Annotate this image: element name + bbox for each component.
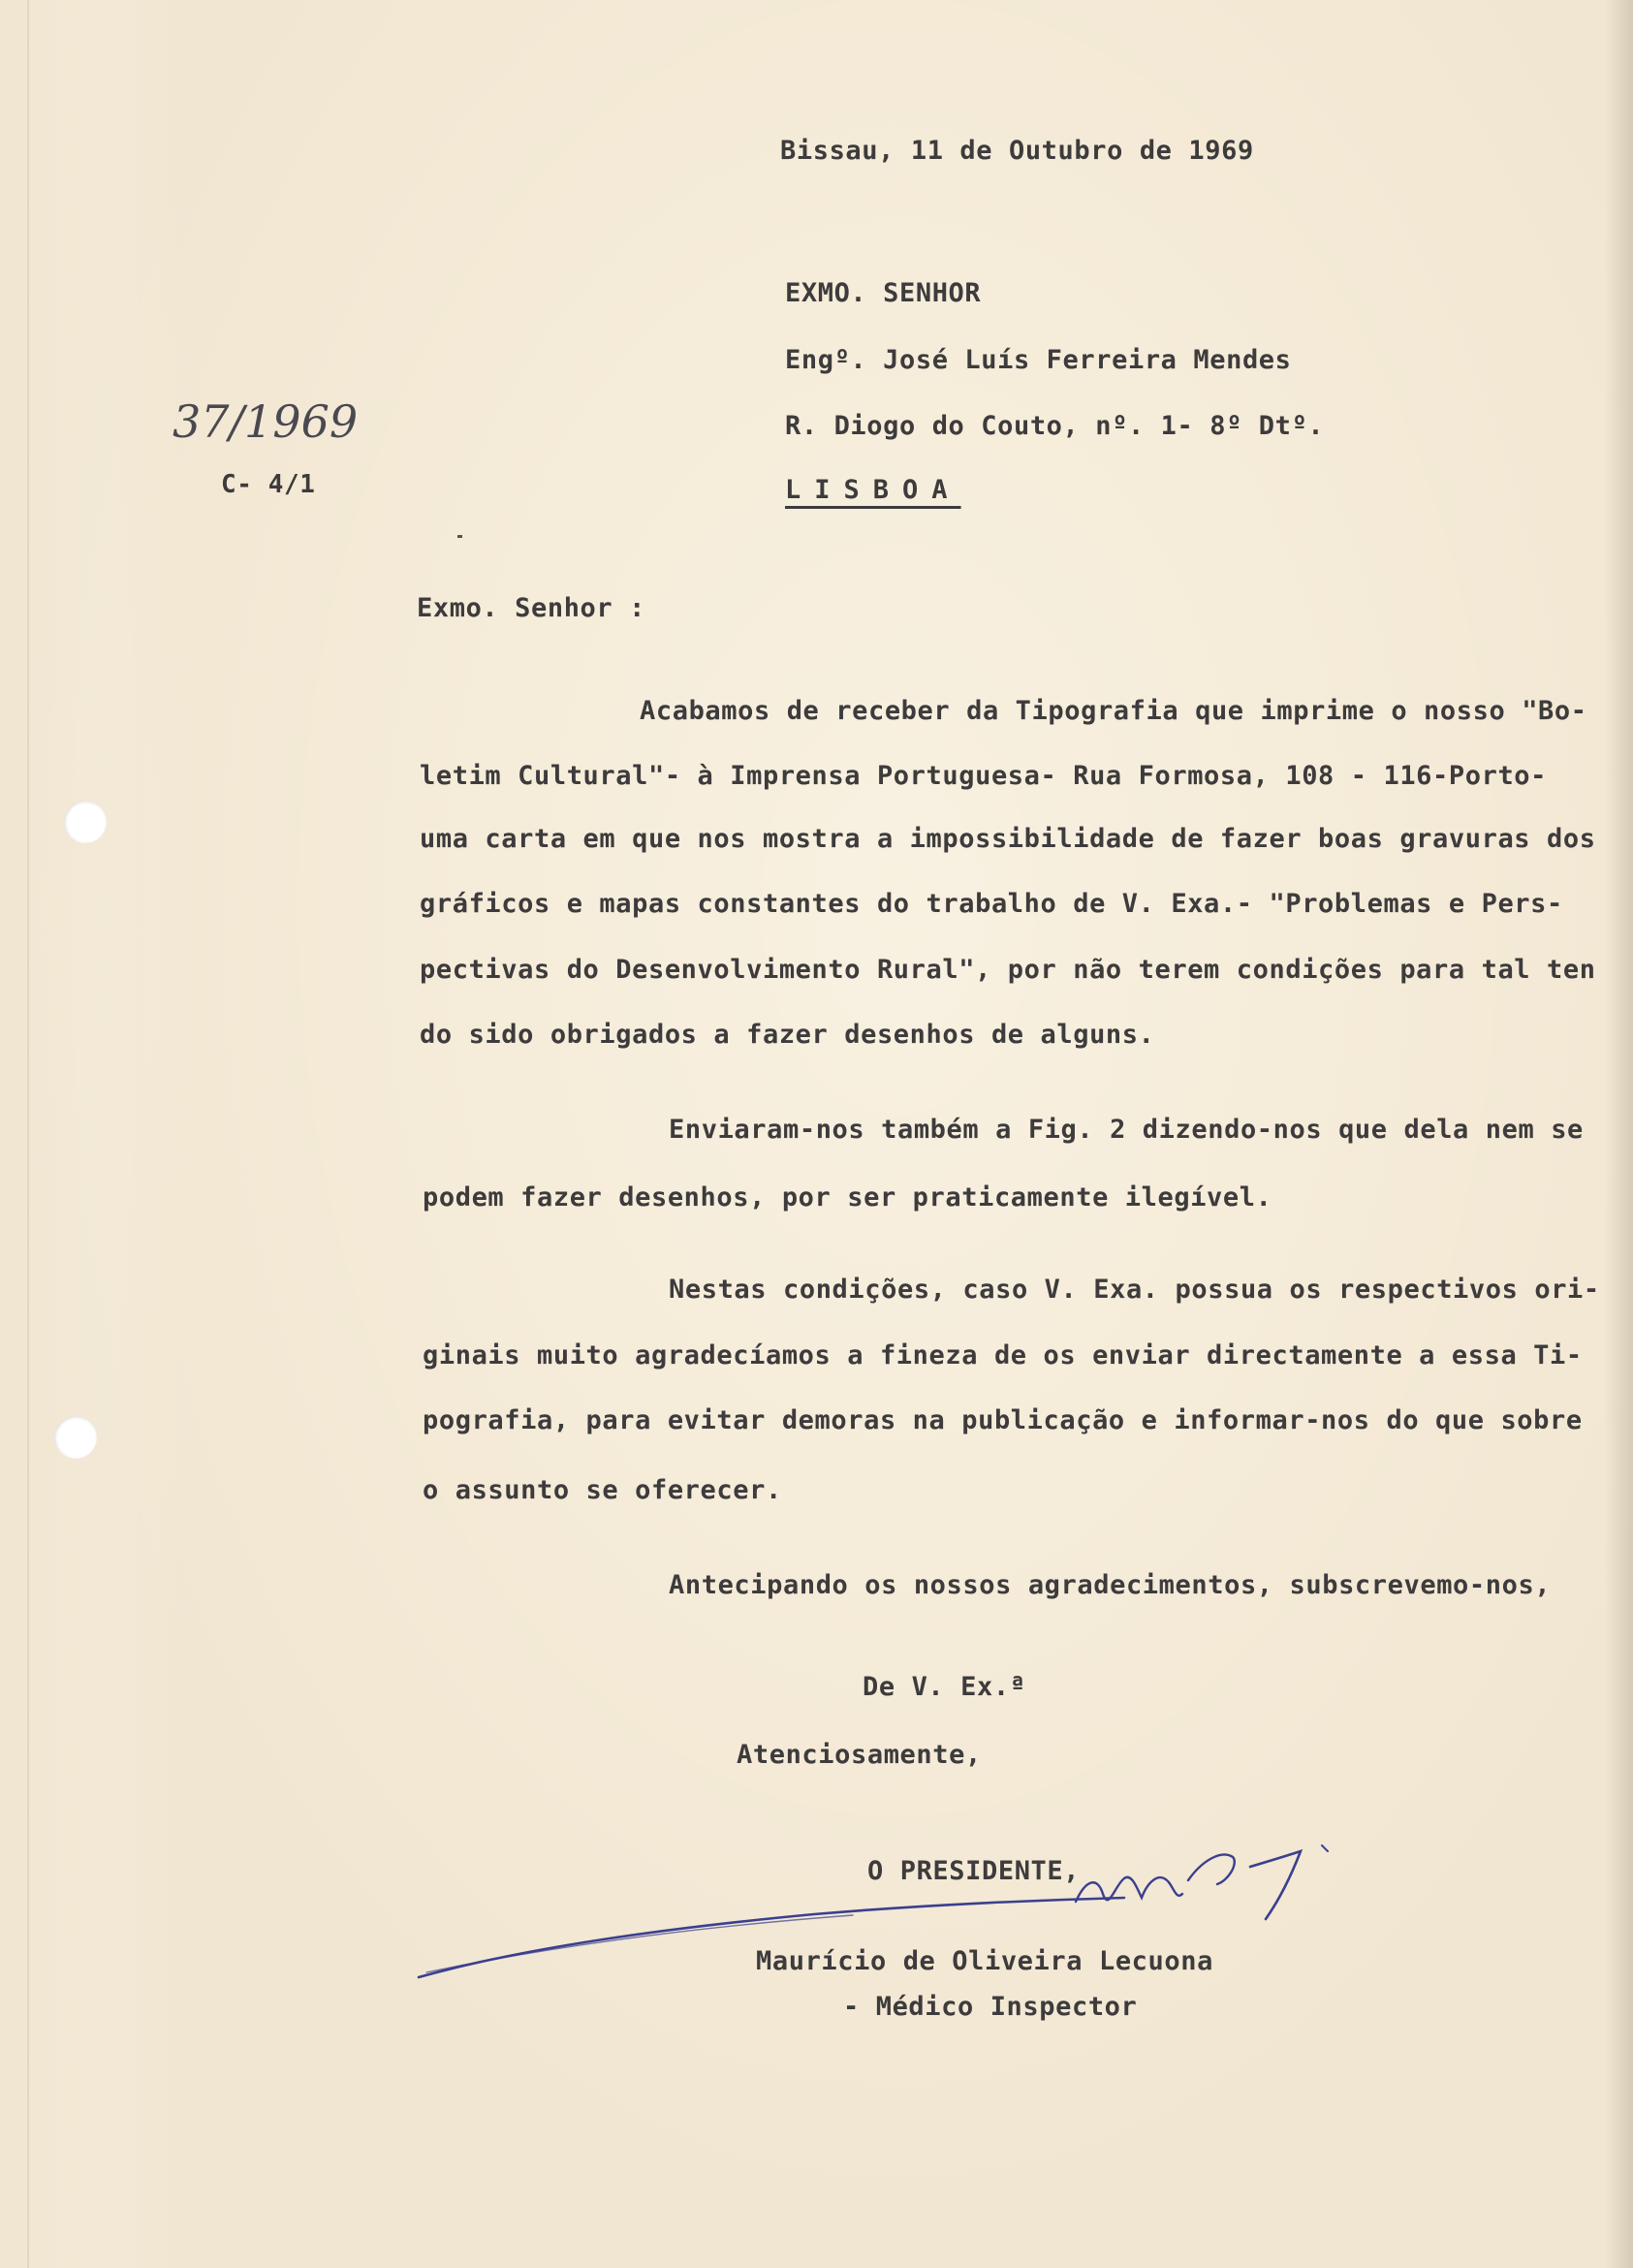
body-paragraph-1-line-5: pectivas do Desenvolvimento Rural", por não terem condições para tal ten <box>420 955 1596 985</box>
punch-hole-lower <box>54 1416 97 1459</box>
signer-name: Maurício de Oliveira Lecuona <box>756 1946 1213 1976</box>
place-date: Bissau, 11 de Outubro de 1969 <box>780 136 1254 166</box>
body-paragraph-2-line-1: Enviaram-nos também a Fig. 2 dizendo-nos que dela nem se <box>669 1115 1584 1145</box>
body-paragraph-1-line-4: gráficos e mapas constantes do trabalho de V. Exa.- "Problemas e Pers- <box>420 889 1563 919</box>
closing-title: O PRESIDENTE, <box>867 1856 1081 1886</box>
page-right-edge <box>1604 0 1633 2268</box>
body-paragraph-3-line-3: pografia, para evitar demoras na publicação e informar-nos do que sobre <box>423 1405 1583 1435</box>
closing-regards: Atenciosamente, <box>737 1740 982 1770</box>
page-fold-line <box>27 0 29 2268</box>
body-paragraph-2-line-2: podem fazer desenhos, por ser praticamente ilegível. <box>423 1182 1272 1213</box>
recipient-salutation: EXMO. SENHOR <box>785 278 982 308</box>
recipient-city: LISBOA <box>785 475 961 505</box>
body-paragraph-4: Antecipando os nossos agradecimentos, subscrevemo-nos, <box>669 1570 1552 1600</box>
body-paragraph-3-line-2: ginais muito agradecíamos a fineza de os enviar directamente a essa Ti- <box>423 1340 1583 1370</box>
stray-mark <box>457 535 462 538</box>
body-paragraph-1-line-3: uma carta em que nos mostra a impossibilidade de fazer boas gravuras dos <box>420 824 1596 854</box>
reference-code: C- 4/1 <box>221 470 316 499</box>
punch-hole-upper <box>64 801 107 843</box>
body-paragraph-1-line-2: letim Cultural"- à Imprensa Portuguesa- Rua Formosa, 108 - 116-Porto- <box>420 761 1548 791</box>
body-paragraph-1-line-1: Acabamos de receber da Tipografia que imprime o nosso "Bo- <box>640 696 1587 726</box>
recipient-address: R. Diogo do Couto, nº. 1- 8º Dtº. <box>785 411 1325 441</box>
signer-role: - Médico Inspector <box>843 1992 1138 2022</box>
closing-formula: De V. Ex.ª <box>863 1672 1026 1702</box>
body-paragraph-3-line-4: o assunto se oferecer. <box>423 1475 782 1505</box>
body-paragraph-3-line-1: Nestas condições, caso V. Exa. possua os respectivos ori- <box>669 1275 1600 1305</box>
recipient-name: Engº. José Luís Ferreira Mendes <box>785 345 1292 375</box>
greeting: Exmo. Senhor : <box>417 593 645 623</box>
body-paragraph-1-line-6: do sido obrigados a fazer desenhos de alguns. <box>420 1020 1155 1050</box>
reference-number: 37/1969 <box>173 395 359 448</box>
